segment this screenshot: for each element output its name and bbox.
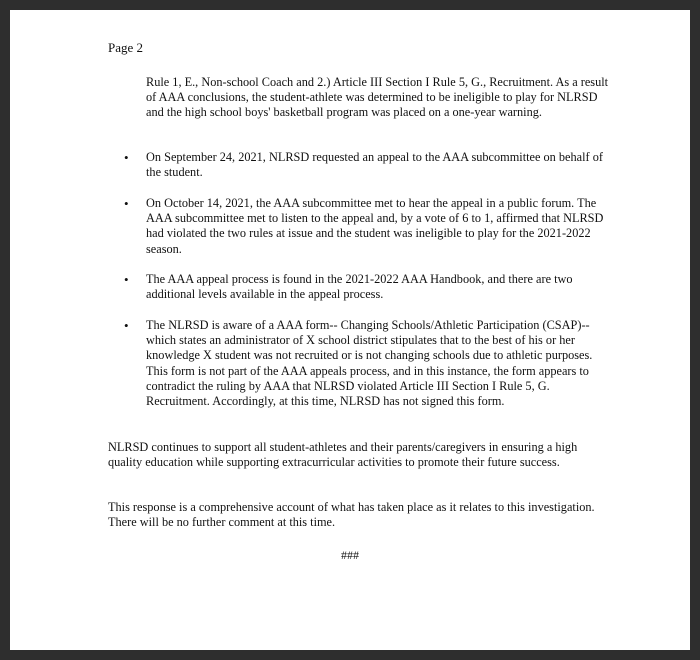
support-paragraph: NLRSD continues to support all student-athletes and their parents/caregivers in ensuring a high quality education while supporting extracurricular activities to promote their future success. (108, 440, 578, 470)
bullet-item-subcommittee-hearing: On October 14, 2021, the AAA subcommittee met to hear the appeal in a public forum. The AAA subcommittee met to listen to the appeal and, by a vote of 6 to 1, affirmed that NLRSD had violated the two rules at issue and the student was ineligible to play for the 2021-2022 season. (146, 196, 604, 256)
bullet-marker: • (124, 150, 129, 165)
bullet-marker: • (124, 318, 129, 333)
page-number: Page 2 (108, 40, 144, 55)
end-mark: ### (341, 548, 359, 562)
closing-paragraph: This response is a comprehensive account of what has taken place as it relates to this investigation. There will be no further comment at this time. (108, 500, 595, 530)
document-page (10, 10, 690, 650)
bullet-marker: • (124, 196, 129, 211)
bullet-item-csap-form: The NLRSD is aware of a AAA form-- Changing Schools/Athletic Participation (CSAP)--which states an administrator of X school district stipulates that to the best of his or her knowledge X student was not recruited or is not changing schools due to athletic purposes. This form is not part of the AAA appeals process, and in this instance, the form appears to contradict the ruling by AAA that NLRSD violated Article III Section I Rule 5, G. Recruitment. Accordingly, at this time, NLRSD has not signed this form. (146, 318, 593, 409)
bullet-item-appeal-request: On September 24, 2021, NLRSD requested an appeal to the AAA subcommittee on behalf of the student. (146, 150, 603, 180)
bullet-item-appeal-process: The AAA appeal process is found in the 2021-2022 AAA Handbook, and there are two additional levels available in the appeal process. (146, 272, 573, 302)
bullet-marker: • (124, 272, 129, 287)
intro-paragraph: Rule 1, E., Non-school Coach and 2.) Article III Section I Rule 5, G., Recruitment. As a result of AAA conclusions, the student-athlete was determined to be ineligible to play for NLRSD and the high school boys' basketball program was placed on a one-year warning. (146, 75, 609, 120)
